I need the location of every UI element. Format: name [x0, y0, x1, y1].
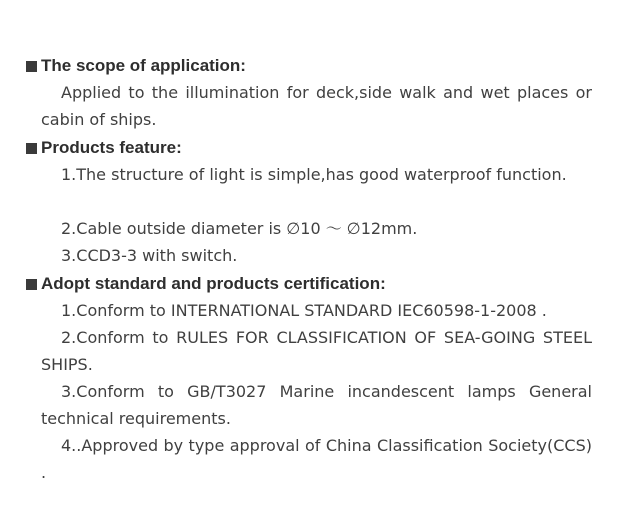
paragraph-cert-2: 2.Conform to RULES FOR CLASSIFICATION OF SEA-GOING STEEL SHIPS. — [41, 328, 592, 374]
section-heading-certification — [26, 273, 386, 295]
paragraph-cert-3: 3.Conform to GB/T3027 Marine incandescent lamps General technical requirements. — [41, 382, 592, 428]
paragraph-feature-1: 1.The structure of light is simple,has good waterproof function. — [61, 165, 567, 184]
paragraph-feature-2: 2.Cable outside diameter is ∅10 ～ ∅12mm. — [61, 219, 418, 238]
section-heading-scope — [26, 55, 246, 77]
paragraph-feature-3: 3.CCD3-3 with switch. — [61, 246, 238, 265]
square-bullet-icon — [26, 143, 37, 154]
square-bullet-icon — [26, 279, 37, 290]
heading-text: The scope of application: — [41, 56, 246, 75]
section-heading-features — [26, 137, 182, 159]
square-bullet-icon — [26, 61, 37, 72]
heading-text: Adopt standard and products certification: — [41, 274, 386, 293]
heading-text: Products feature: — [41, 138, 182, 157]
paragraph-scope: Applied to the illumination for deck,side walk and wet places or cabin of ships. — [41, 83, 592, 129]
paragraph-cert-1: 1.Conform to INTERNATIONAL STANDARD IEC60598-1-2008 . — [61, 301, 547, 320]
paragraph-cert-4: 4..Approved by type approval of China Classification Society(CCS) . — [41, 436, 592, 482]
